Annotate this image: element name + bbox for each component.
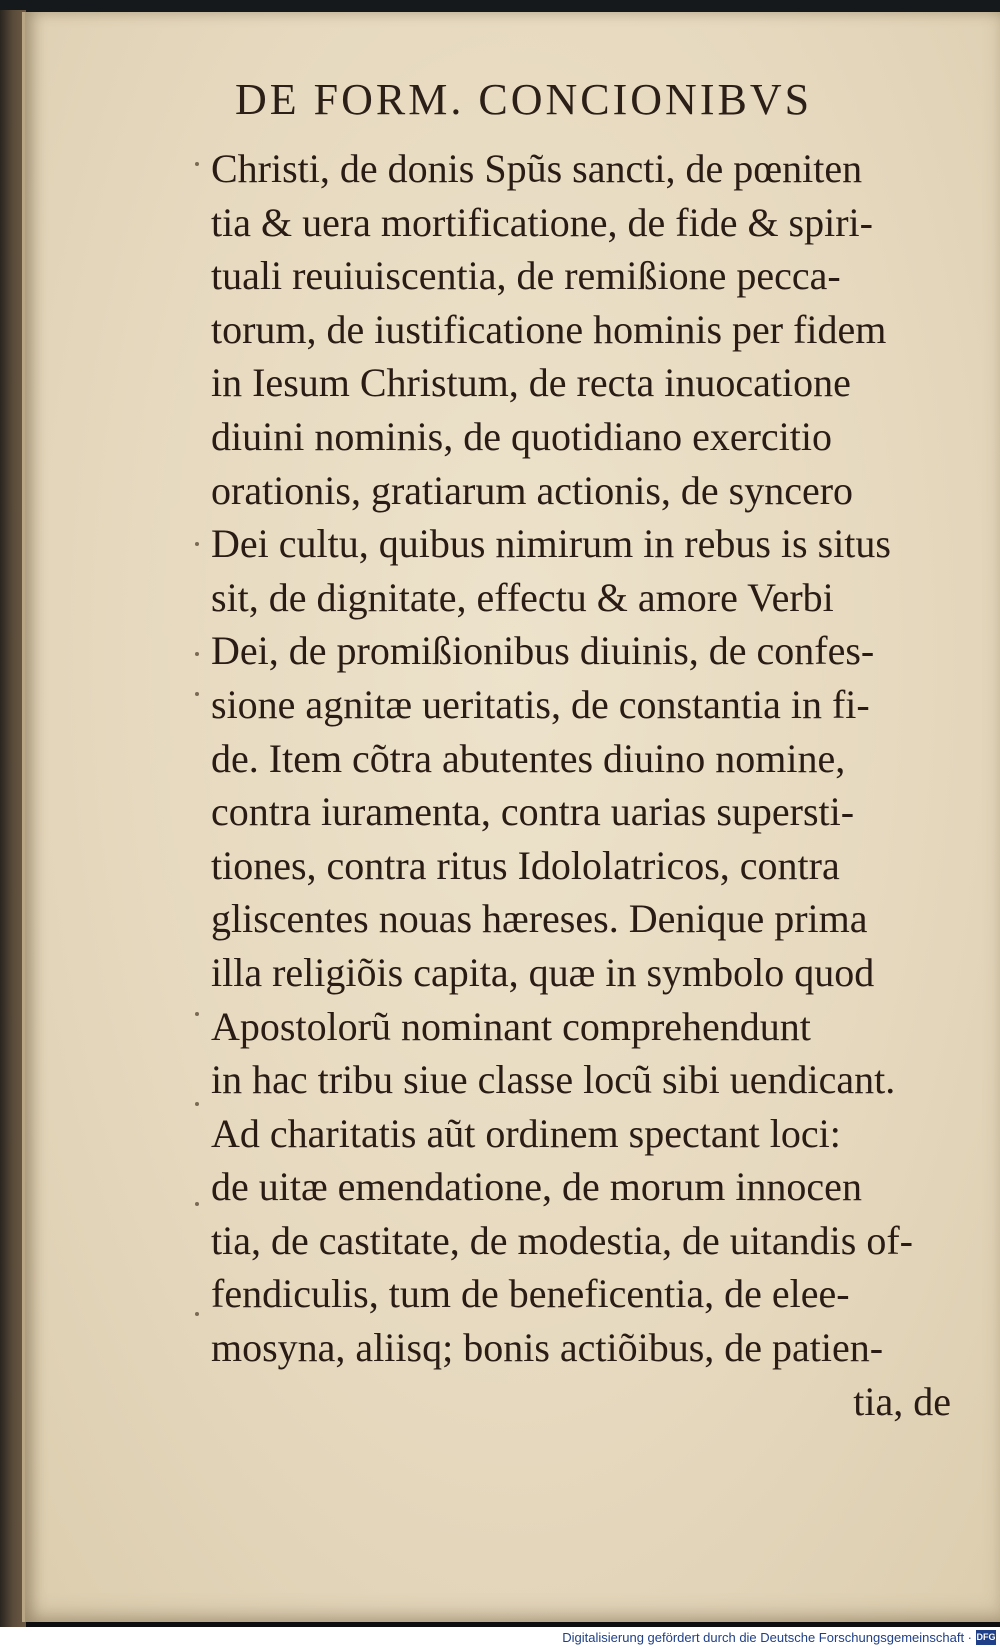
text-line: orationis, gratiarum actionis, de syncero bbox=[211, 467, 854, 513]
text-line: tiones, contra ritus Idololatricos, contra bbox=[211, 842, 840, 888]
margin-mark bbox=[195, 162, 199, 166]
funding-credit: Digitalisierung gefördert durch die Deutsche Forschungsgemeinschaft · bbox=[562, 1630, 972, 1645]
text-line: Dei, de promißionibus diuinis, de confes- bbox=[211, 628, 875, 674]
margin-mark bbox=[195, 652, 199, 656]
footer-bar bbox=[0, 1627, 1000, 1649]
text-line: torum, de iustificatione hominis per fidem bbox=[211, 306, 887, 352]
running-head: DE FORM. CONCIONIBVS bbox=[235, 75, 813, 124]
text-line: illa religiõis capita, quæ in symbolo quod bbox=[211, 949, 875, 995]
catchword: tia, de bbox=[853, 1378, 951, 1424]
text-line: in hac tribu siue classe locũ sibi uendicant. bbox=[211, 1057, 896, 1103]
book-page bbox=[22, 12, 1000, 1622]
text-line: in Iesum Christum, de recta inuocatione bbox=[211, 360, 851, 406]
margin-mark bbox=[195, 1012, 199, 1016]
text-line: mosyna, aliisq; bonis actiõibus, de patien- bbox=[211, 1325, 884, 1371]
text-line: Ad charitatis aũt ordinem spectant loci: bbox=[211, 1110, 841, 1156]
text-line: tia, de castitate, de modestia, de uitandis of- bbox=[211, 1217, 913, 1263]
text-line: tuali reuiuiscentia, de remißione pecca- bbox=[211, 253, 841, 299]
margin-mark bbox=[195, 1102, 199, 1106]
text-line: contra iuramenta, contra uarias supersti- bbox=[211, 789, 855, 835]
text-line: sione agnitæ ueritatis, de constantia in fi- bbox=[211, 681, 870, 727]
text-line: Christi, de donis Spũs sancti, de pœniten bbox=[211, 146, 863, 191]
text-line: gliscentes nouas hæreses. Denique prima bbox=[211, 896, 868, 942]
text-line: Apostolorũ nominant comprehendunt bbox=[211, 1003, 811, 1049]
dfg-logo-icon: DFG bbox=[976, 1630, 996, 1645]
text-line: diuini nominis, de quotidiano exercitio bbox=[211, 413, 833, 459]
text-line: fendiculis, tum de beneficentia, de elee- bbox=[211, 1271, 850, 1317]
text-line: sit, de dignitate, effectu & amore Verbi bbox=[211, 574, 834, 620]
text-line: Dei cultu, quibus nimirum in rebus is situs bbox=[211, 521, 891, 567]
text-line: tia & uera mortificatione, de fide & spiri- bbox=[211, 199, 873, 245]
body-text bbox=[211, 142, 951, 1428]
margin-mark bbox=[195, 1312, 199, 1316]
margin-mark bbox=[195, 1202, 199, 1206]
margin-mark bbox=[195, 692, 199, 696]
text-line: de. Item cõtra abutentes diuino nomine, bbox=[211, 735, 846, 781]
margin-mark bbox=[195, 542, 199, 546]
text-line: de uitæ emendatione, de morum innocen bbox=[211, 1164, 862, 1210]
